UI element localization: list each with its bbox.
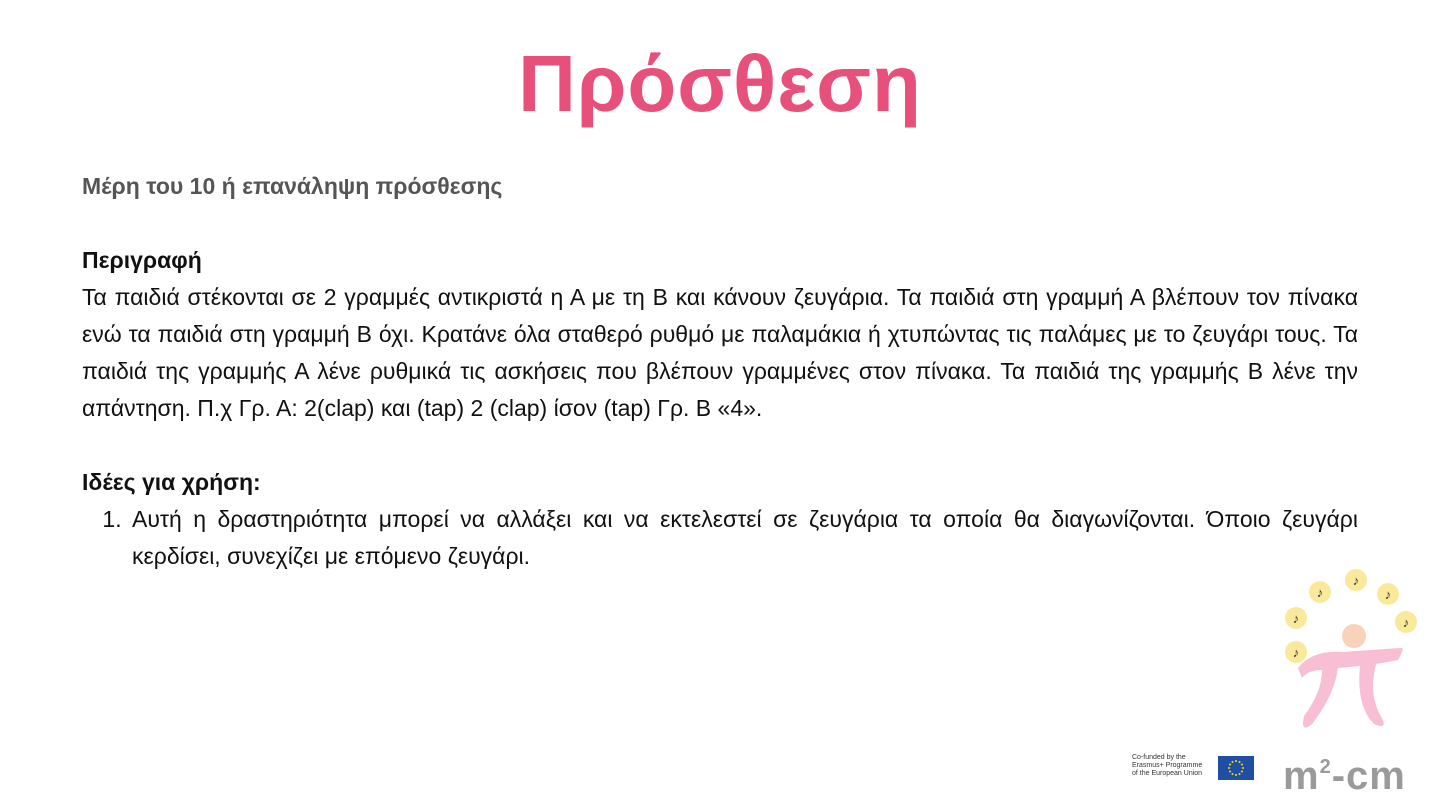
description-text: Τα παιδιά στέκονται σε 2 γραμμές αντικριστά η Α με τη Β και κάνουν ζευγάρια. Τα παιδιά στη γραμμή Α βλέπουν τον πίνακα ενώ τα παιδιά στη γραμμή Β όχι. Κρατάνε όλα σταθερό ρυθμό με παλαμάκια ή χτυπώντας τις παλάμες με το ζευγάρι τους. Τα παιδιά της γραμμής Α λένε ρυθμικά τις ασκήσεις που βλέπουν γραμμένες στον πίνακα. Τα παιδιά της γραμμής Β λένε την απάντηση. Π.χ Γρ. Α: 2(clap) και (tap) 2 (clap) ίσον (tap) Γρ. Β «4».	[82, 284, 1358, 421]
brand-superscript: 2	[1319, 756, 1332, 778]
brand-m: m	[1283, 754, 1320, 798]
svg-text:♪: ♪	[1352, 573, 1360, 588]
pi-music-notes-logo	[1272, 566, 1432, 742]
svg-text:♪: ♪	[1292, 611, 1300, 626]
spacer	[82, 427, 1358, 464]
svg-text:♪: ♪	[1292, 645, 1300, 660]
page-title: Πρόσθεση	[518, 39, 922, 128]
eu-line: Co-funded by the	[1132, 754, 1186, 761]
description-heading: Περιγραφή	[82, 247, 202, 273]
brand-rest: -cm	[1331, 754, 1406, 798]
spacer	[82, 205, 1358, 242]
eu-line: of the European Union	[1132, 770, 1203, 777]
list-item: 1. Αυτή η δραστηριότητα μπορεί να αλλάξει και να εκτελεστεί σε ζευγάρια τα οποία θα διαγωνίζονται. Όποιο ζευγάρι κερδίσει, συνεχίζει με επόμενο ζευγάρι.	[128, 501, 1358, 575]
eu-line: Erasmus+ Programme	[1132, 762, 1203, 769]
svg-text:♪: ♪	[1384, 587, 1392, 602]
ideas-heading: Ιδέες για χρήση:	[82, 469, 261, 495]
eu-cofunded-text	[1132, 754, 1214, 778]
ideas-list	[82, 501, 1358, 575]
eu-flag-icon	[1218, 756, 1254, 780]
subtitle: Μέρη του 10 ή επανάληψη πρόσθεσης	[82, 173, 503, 199]
svg-text:♪: ♪	[1402, 615, 1410, 630]
slide-content	[82, 168, 1358, 575]
svg-text:♪: ♪	[1316, 585, 1324, 600]
m2cm-logo	[1283, 742, 1406, 801]
